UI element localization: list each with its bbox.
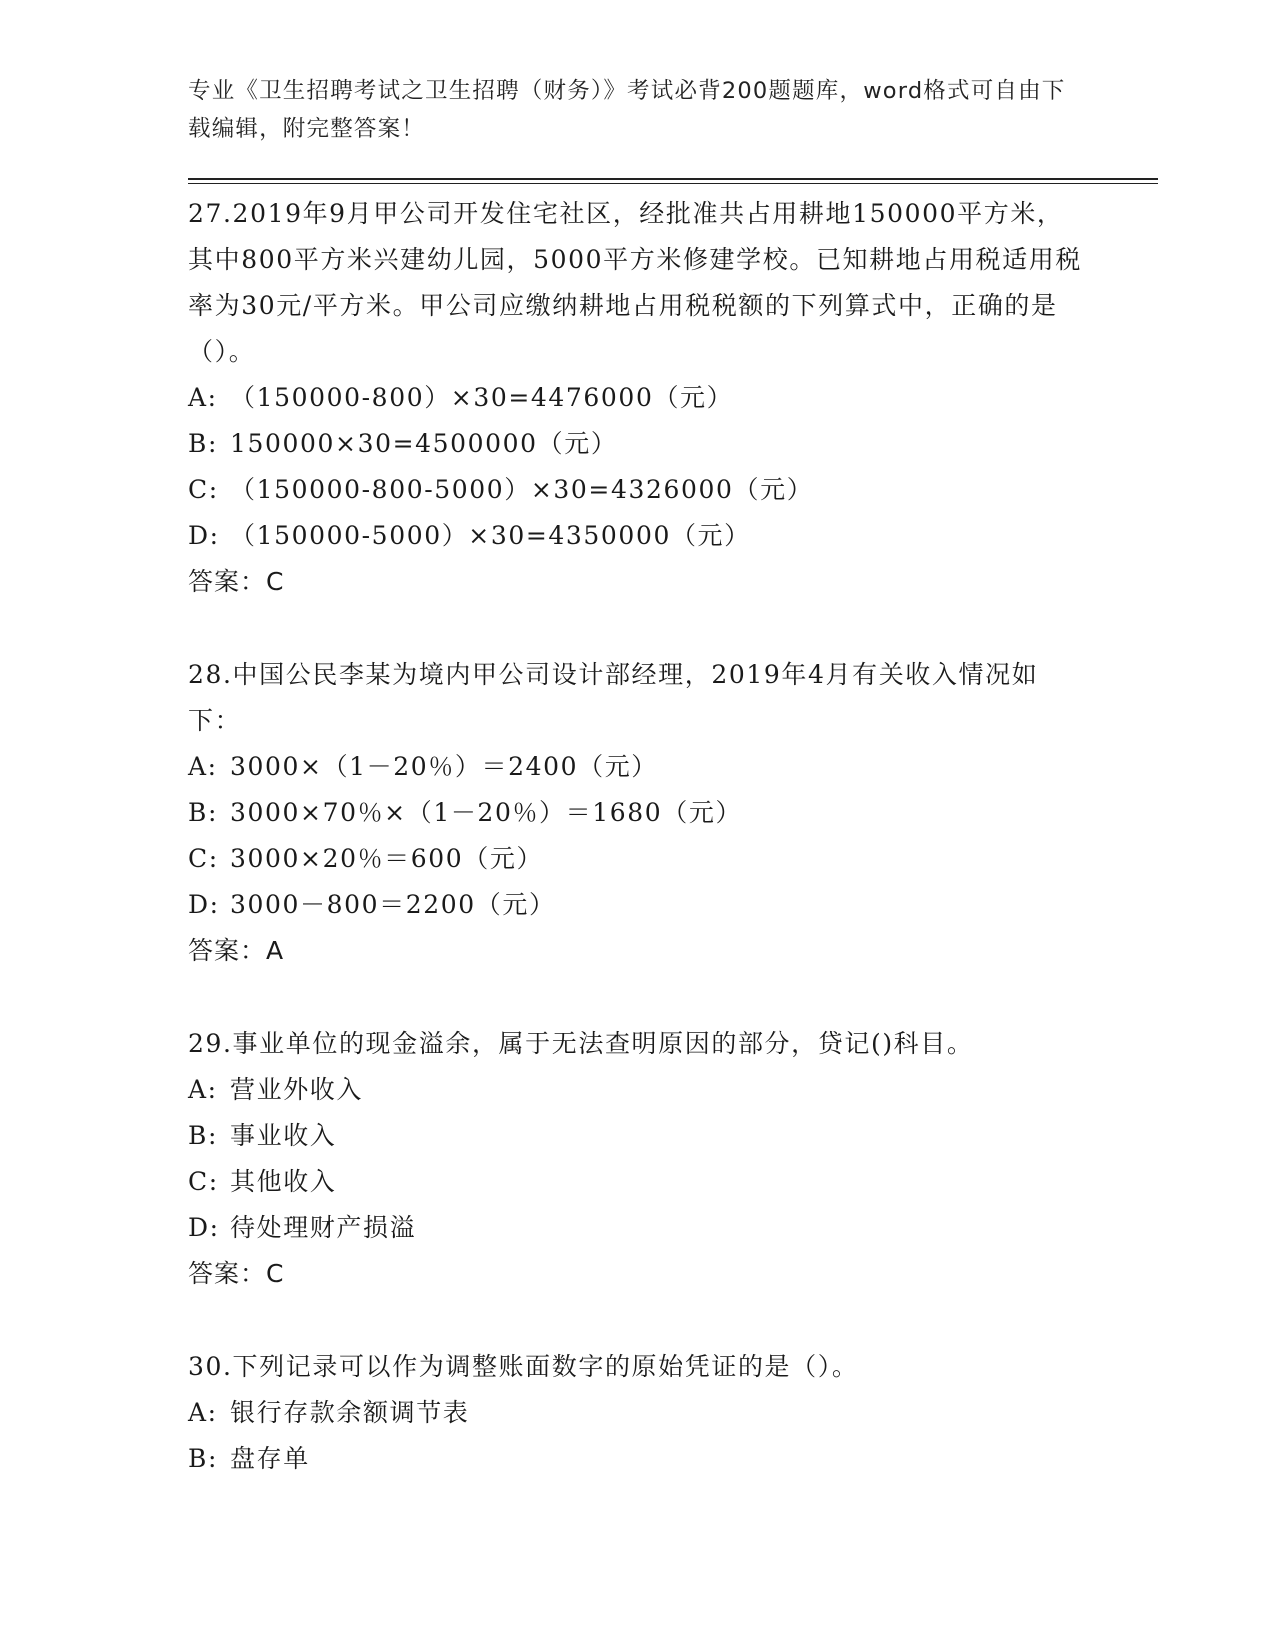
option-a [188,1067,1088,1113]
option-text: 其他收入 [230,1167,337,1196]
option-text: 事业收入 [230,1121,337,1150]
option-d [188,513,1088,559]
question-stem: 30.下列记录可以作为调整账面数字的原始凭证的是（）。 [188,1352,859,1381]
option-letter: D: [188,521,220,550]
option-letter: A: [188,1075,218,1104]
option-text: 3000×70％×（1－20％）＝1680（元） [230,798,743,827]
question-stem: 28.中国公民李某为境内甲公司设计部经理，2019年4月有关收入情况如下： [188,660,1039,735]
option-b [188,1436,1088,1482]
option-letter: D: [188,890,220,919]
question-spacer [188,1297,1088,1341]
answer-line: 答案：A [188,936,285,965]
question-spacer [188,605,1088,649]
question-stem: 27.2019年9月甲公司开发住宅社区，经批准共占用耕地150000平方米，其中800平方米兴建幼儿园，5000平方米修建学校。已知耕地占用税适用税率为30元/平方米。甲公司应缴纳耕地占用税税额的下列算式中，正确的是（）。 [188,199,1082,366]
option-text: 150000×30=4500000（元） [230,429,618,458]
option-letter: C: [188,475,219,504]
question-28 [188,649,1088,974]
header-rule-thin [188,183,1158,184]
option-text: 3000×（1－20％）＝2400（元） [230,752,658,781]
option-d [188,882,1088,928]
option-letter: B: [188,798,218,827]
option-letter: A: [188,383,218,412]
option-text: 盘存单 [230,1444,310,1473]
question-stem: 29.事业单位的现金溢余，属于无法查明原因的部分，贷记()科目。 [188,1029,974,1058]
option-letter: D: [188,1213,220,1242]
option-letter: B: [188,1121,218,1150]
question-30 [188,1341,1088,1482]
option-d [188,1205,1088,1251]
question-27 [188,188,1088,605]
option-a [188,1390,1088,1436]
option-text: （150000-800）×30=4476000（元） [230,383,734,412]
option-letter: C: [188,844,219,873]
header-rule-thick [188,178,1158,180]
option-c [188,1159,1088,1205]
option-letter: A: [188,1398,218,1427]
question-spacer [188,974,1088,1018]
option-text: （150000-800-5000）×30=4326000（元） [230,475,814,504]
document-header: 专业《卫生招聘考试之卫生招聘（财务）》考试必背200题题库，word格式可自由下载编辑，附完整答案！ [188,78,1066,142]
option-a [188,744,1088,790]
option-b [188,1113,1088,1159]
option-text: 待处理财产损溢 [230,1213,417,1242]
question-list [188,188,1088,1482]
option-text: 3000－800＝2200（元） [230,890,556,919]
option-text: 银行存款余额调节表 [230,1398,470,1427]
option-a [188,375,1088,421]
option-c [188,836,1088,882]
option-letter: C: [188,1167,219,1196]
option-c [188,467,1088,513]
option-b [188,790,1088,836]
option-letter: A: [188,752,218,781]
option-text: 3000×20％＝600（元） [230,844,544,873]
option-letter: B: [188,1444,218,1473]
answer-line: 答案：C [188,1259,285,1288]
option-text: 营业外收入 [230,1075,364,1104]
option-b [188,421,1088,467]
answer-line: 答案：C [188,567,285,596]
option-text: （150000-5000）×30=4350000（元） [230,521,751,550]
question-29 [188,1018,1088,1297]
option-letter: B: [188,429,218,458]
